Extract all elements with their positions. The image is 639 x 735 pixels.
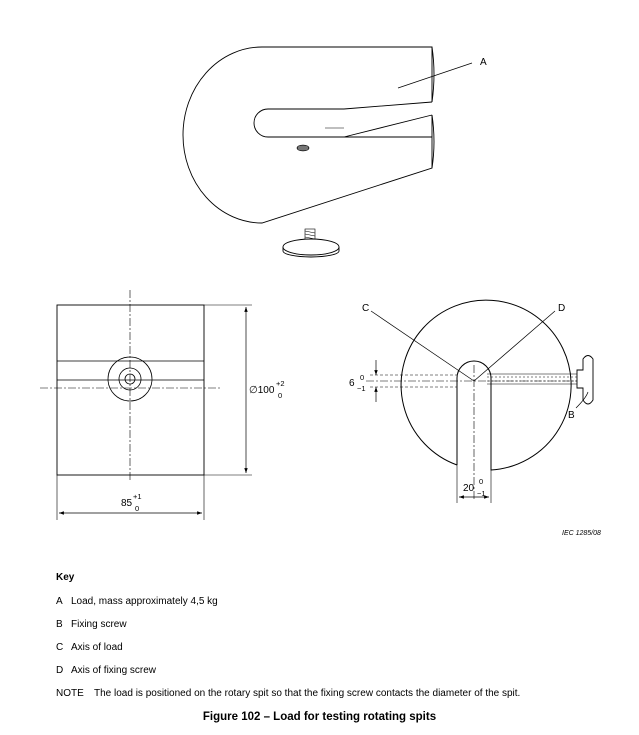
key-code: D xyxy=(56,665,64,676)
svg-text:0: 0 xyxy=(135,504,140,513)
slot-height-dimension xyxy=(349,373,366,393)
svg-text:0: 0 xyxy=(360,373,365,382)
key-text: Load, mass approximately 4,5 kg xyxy=(71,596,218,607)
key-code: A xyxy=(56,596,63,607)
slot-depth-edges xyxy=(344,102,432,137)
svg-text:−1: −1 xyxy=(477,489,486,498)
figure-caption: Figure 102 – Load for testing rotating spits xyxy=(202,711,437,723)
figure-reference: IEC 1285/08 xyxy=(562,530,601,537)
svg-text:−1: −1 xyxy=(357,384,366,393)
key-item xyxy=(56,596,218,607)
svg-text:85: 85 xyxy=(121,498,133,509)
key-code: C xyxy=(56,642,64,653)
isometric-view xyxy=(183,47,472,257)
svg-text:∅100: ∅100 xyxy=(249,385,275,396)
svg-text:+1: +1 xyxy=(133,492,142,501)
label-a: A xyxy=(480,57,487,68)
svg-text:+2: +2 xyxy=(276,379,285,388)
fixing-screw-knob xyxy=(283,239,339,257)
svg-text:20: 20 xyxy=(463,483,475,494)
key-code: B xyxy=(56,619,63,630)
screw-knob xyxy=(577,356,593,405)
slot-outline xyxy=(254,109,344,137)
front-view xyxy=(366,300,593,503)
leader-c xyxy=(371,311,474,381)
width-dimension xyxy=(121,492,142,513)
screw-hole xyxy=(297,145,309,151)
label-b: B xyxy=(568,410,575,421)
label-c: C xyxy=(362,303,370,314)
note xyxy=(56,688,520,699)
label-d: D xyxy=(558,303,566,314)
key-item xyxy=(56,665,156,676)
leader-d xyxy=(474,311,555,381)
front-view-outline xyxy=(401,300,571,470)
leader-a xyxy=(398,63,472,88)
svg-text:6: 6 xyxy=(349,378,355,389)
svg-text:0: 0 xyxy=(278,391,283,400)
svg-text:0: 0 xyxy=(479,477,484,486)
key-text: Axis of load xyxy=(71,642,123,653)
cylinder-outline xyxy=(183,47,432,223)
note-text: The load is positioned on the rotary spit so that the fixing screw contacts the diameter of the spit. xyxy=(94,688,521,699)
key-text: Axis of fixing screw xyxy=(71,665,157,676)
note-label: NOTE xyxy=(56,688,84,699)
key-item xyxy=(56,619,127,630)
key-title: Key xyxy=(56,572,75,583)
diameter-dimension xyxy=(249,379,285,400)
key-text: Fixing screw xyxy=(71,619,127,630)
side-view xyxy=(40,290,252,520)
key-item xyxy=(56,642,123,653)
screw-shaft xyxy=(487,374,577,384)
